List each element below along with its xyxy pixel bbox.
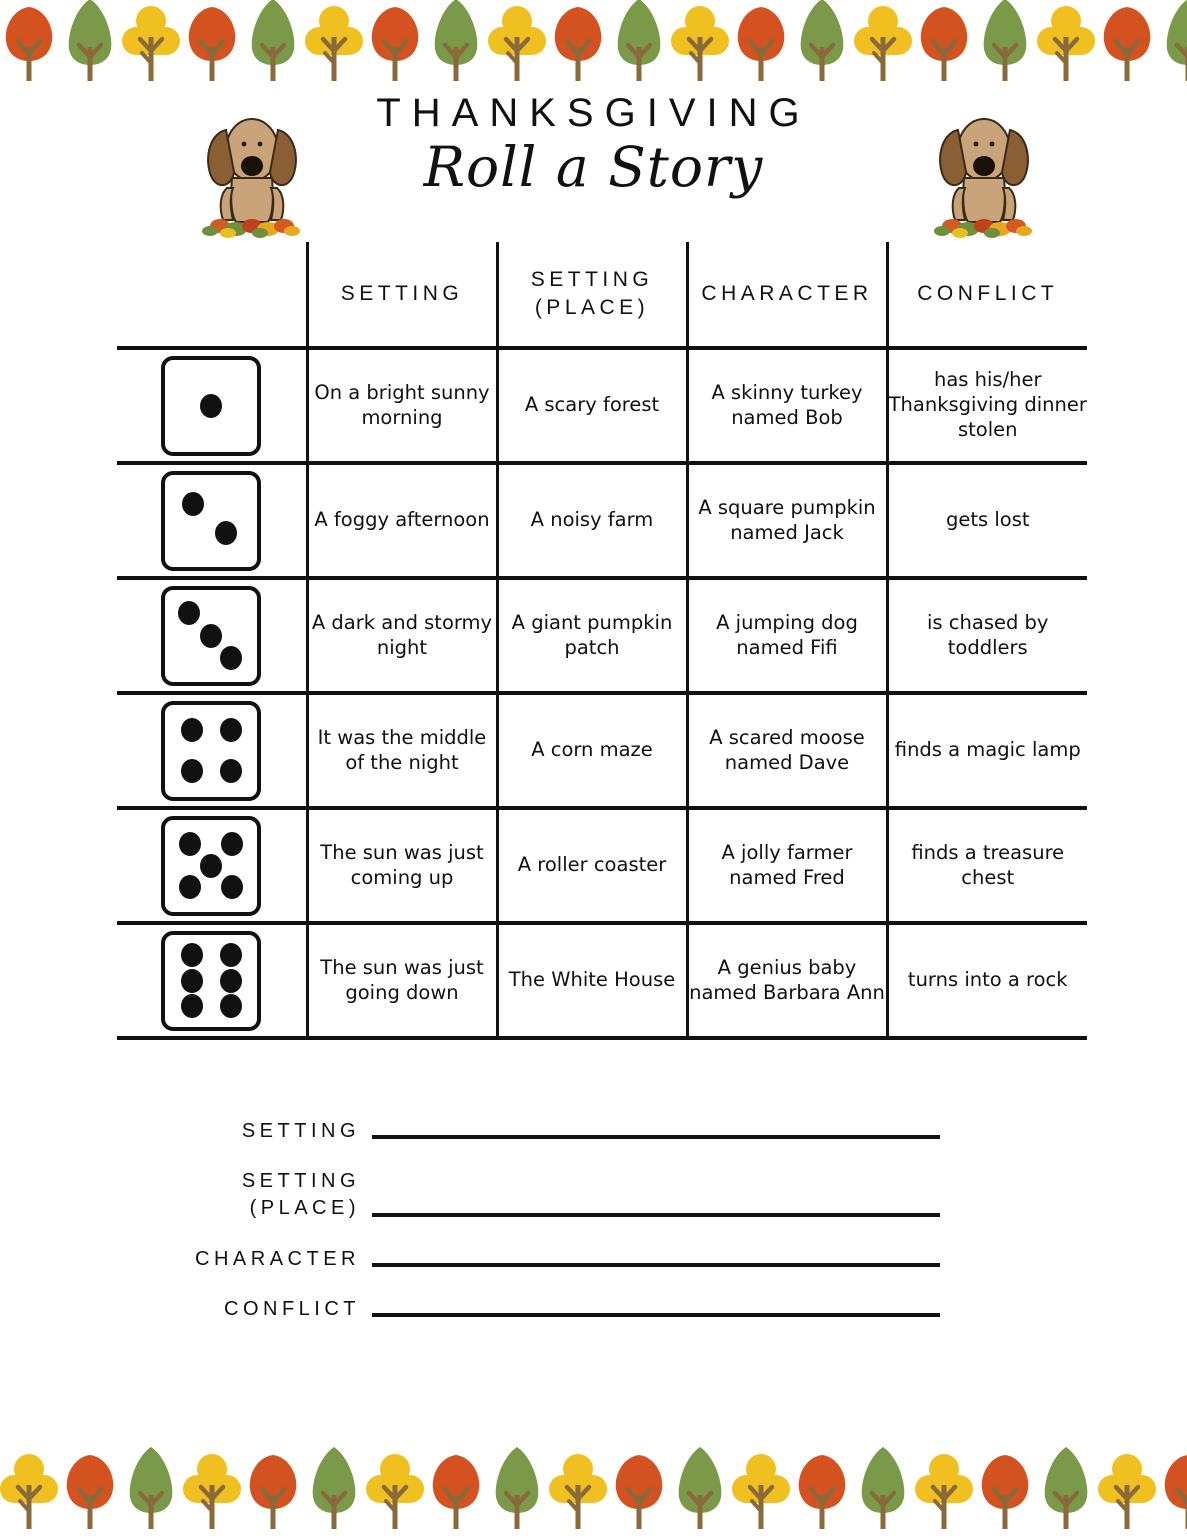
tree-icon-green <box>244 0 302 88</box>
cell-conflict: is chased by toddlers <box>887 578 1087 693</box>
tree-icon-orange <box>610 1444 668 1536</box>
die-pip <box>220 994 242 1018</box>
die-pip <box>181 759 203 783</box>
tree-icon-orange <box>427 1444 485 1536</box>
answer-write-line[interactable] <box>372 1263 940 1267</box>
die-pip <box>181 994 203 1018</box>
cell-character: A skinny turkey named Bob <box>687 348 887 463</box>
tree-icon-yellow <box>915 1444 973 1536</box>
cell-conflict: finds a treasure chest <box>887 808 1087 923</box>
tree-icon-green <box>305 1444 363 1536</box>
tree-icon-yellow <box>122 0 180 88</box>
tree-icon-orange <box>0 0 58 88</box>
answer-label-line-2: (PLACE) <box>249 1197 360 1219</box>
cell-setting-place: The White House <box>497 923 687 1038</box>
tree-icon-yellow <box>183 1444 241 1536</box>
die-pip <box>200 394 222 418</box>
cell-setting-place: A corn maze <box>497 693 687 808</box>
tree-icon-orange <box>976 1444 1034 1536</box>
die-face-2 <box>161 471 261 571</box>
tree-icon-yellow <box>366 1444 424 1536</box>
tree-icon-yellow <box>732 1444 790 1536</box>
cell-conflict: has his/her Thanksgiving dinner stolen <box>887 348 1087 463</box>
column-header-setting: SETTING <box>307 242 497 348</box>
tree-icon-orange <box>549 0 607 88</box>
cell-setting: The sun was just coming up <box>307 808 497 923</box>
tree-icon-yellow <box>305 0 363 88</box>
cell-conflict: gets lost <box>887 463 1087 578</box>
die-pip <box>200 854 222 878</box>
table-row <box>117 693 1087 808</box>
die-pip <box>181 718 203 742</box>
answer-write-line[interactable] <box>372 1213 940 1217</box>
answer-label <box>150 1118 372 1144</box>
column-header-conflict: CONFLICT <box>887 242 1087 348</box>
tree-icon-green <box>1159 0 1187 88</box>
tree-icon-green <box>122 1444 180 1536</box>
cell-conflict: turns into a rock <box>887 923 1087 1038</box>
die-pip <box>179 875 201 899</box>
answer-write-line[interactable] <box>372 1313 940 1317</box>
header-row <box>117 242 1087 348</box>
roll-a-story-table-wrapper <box>117 242 1087 1040</box>
answer-label <box>150 1168 372 1222</box>
column-header-setting-place <box>497 242 687 348</box>
page-title: THANKSGIVING <box>376 91 811 135</box>
die-cell-6 <box>117 923 307 1038</box>
cell-setting: On a bright sunny morning <box>307 348 497 463</box>
tree-icon-orange <box>244 1444 302 1536</box>
table-row <box>117 348 1087 463</box>
top-tree-border <box>0 0 1187 88</box>
tree-icon-green <box>793 0 851 88</box>
die-pip <box>178 601 200 625</box>
answer-label-line-1: CHARACTER <box>195 1248 360 1270</box>
table-row <box>117 578 1087 693</box>
answer-row <box>0 1246 1187 1272</box>
answer-label <box>150 1296 372 1322</box>
tree-icon-yellow <box>0 1444 58 1536</box>
die-pip <box>181 943 203 967</box>
die-cell-5 <box>117 808 307 923</box>
tree-icon-green <box>427 0 485 88</box>
cell-setting-place: A scary forest <box>497 348 687 463</box>
cell-setting-place: A roller coaster <box>497 808 687 923</box>
tree-icon-orange <box>1098 0 1156 88</box>
tree-icon-green <box>976 0 1034 88</box>
die-pip <box>220 646 242 670</box>
cell-setting: The sun was just going down <box>307 923 497 1038</box>
table-row <box>117 808 1087 923</box>
tree-icon-yellow <box>1037 0 1095 88</box>
answer-label <box>150 1246 372 1272</box>
tree-icon-orange <box>793 1444 851 1536</box>
die-face-5 <box>161 816 261 916</box>
dog-illustration-left <box>192 104 312 244</box>
bottom-tree-border <box>0 1444 1187 1536</box>
tree-icon-orange <box>732 0 790 88</box>
die-cell-4 <box>117 693 307 808</box>
cell-conflict: finds a magic lamp <box>887 693 1087 808</box>
tree-icon-green <box>610 0 668 88</box>
table-row <box>117 923 1087 1038</box>
cell-setting: A dark and stormy night <box>307 578 497 693</box>
table-body <box>117 348 1087 1038</box>
die-pip <box>215 521 237 545</box>
die-pip <box>179 832 201 856</box>
cell-character: A square pumpkin named Jack <box>687 463 887 578</box>
tree-icon-orange <box>366 0 424 88</box>
answer-label-line-1: CONFLICT <box>224 1298 360 1320</box>
tree-icon-green <box>1037 1444 1095 1536</box>
cell-setting-place: A noisy farm <box>497 463 687 578</box>
tree-icon-green <box>61 0 119 88</box>
table-row <box>117 463 1087 578</box>
cell-setting-place: A giant pumpkin patch <box>497 578 687 693</box>
die-face-6 <box>161 931 261 1031</box>
column-header-die <box>117 242 307 348</box>
die-face-1 <box>161 356 261 456</box>
tree-icon-yellow <box>671 0 729 88</box>
dog-illustration-right <box>924 104 1044 244</box>
tree-icon-orange <box>915 0 973 88</box>
die-pip <box>221 832 243 856</box>
cell-setting: It was the middle of the night <box>307 693 497 808</box>
cell-character: A scared moose named Dave <box>687 693 887 808</box>
header-line-1: SETTING <box>530 267 654 291</box>
die-pip <box>181 969 203 993</box>
die-face-3 <box>161 586 261 686</box>
die-pip <box>200 624 222 648</box>
answer-label-line-1: SETTING <box>241 1170 360 1192</box>
die-cell-2 <box>117 463 307 578</box>
die-pip <box>220 943 242 967</box>
answer-row <box>0 1118 1187 1144</box>
header-line-2: (PLACE) <box>534 296 650 319</box>
answer-row <box>0 1296 1187 1322</box>
tree-icon-orange <box>61 1444 119 1536</box>
tree-icon-green <box>671 1444 729 1536</box>
page-subtitle: Roll a Story <box>423 135 764 199</box>
tree-icon-green <box>854 1444 912 1536</box>
table-header <box>117 242 1087 348</box>
roll-a-story-table <box>117 242 1087 1040</box>
die-pip <box>220 759 242 783</box>
die-cell-1 <box>117 348 307 463</box>
die-pip <box>182 492 204 516</box>
answer-row <box>0 1168 1187 1222</box>
tree-icon-orange <box>183 0 241 88</box>
cell-character: A jumping dog named Fifi <box>687 578 887 693</box>
tree-icon-yellow <box>1098 1444 1156 1536</box>
tree-icon-yellow <box>549 1444 607 1536</box>
tree-icon-green <box>488 1444 546 1536</box>
answer-label-line-1: SETTING <box>241 1120 360 1142</box>
tree-icon-orange <box>1159 1444 1187 1536</box>
die-pip <box>220 969 242 993</box>
die-cell-3 <box>117 578 307 693</box>
die-face-4 <box>161 701 261 801</box>
answer-section <box>0 1118 1187 1346</box>
column-header-character: CHARACTER <box>687 242 887 348</box>
cell-character: A genius baby named Barbara Ann <box>687 923 887 1038</box>
tree-icon-yellow <box>488 0 546 88</box>
tree-icon-yellow <box>854 0 912 88</box>
cell-setting: A foggy afternoon <box>307 463 497 578</box>
die-pip <box>221 875 243 899</box>
die-pip <box>220 718 242 742</box>
cell-character: A jolly farmer named Fred <box>687 808 887 923</box>
answer-write-line[interactable] <box>372 1135 940 1139</box>
